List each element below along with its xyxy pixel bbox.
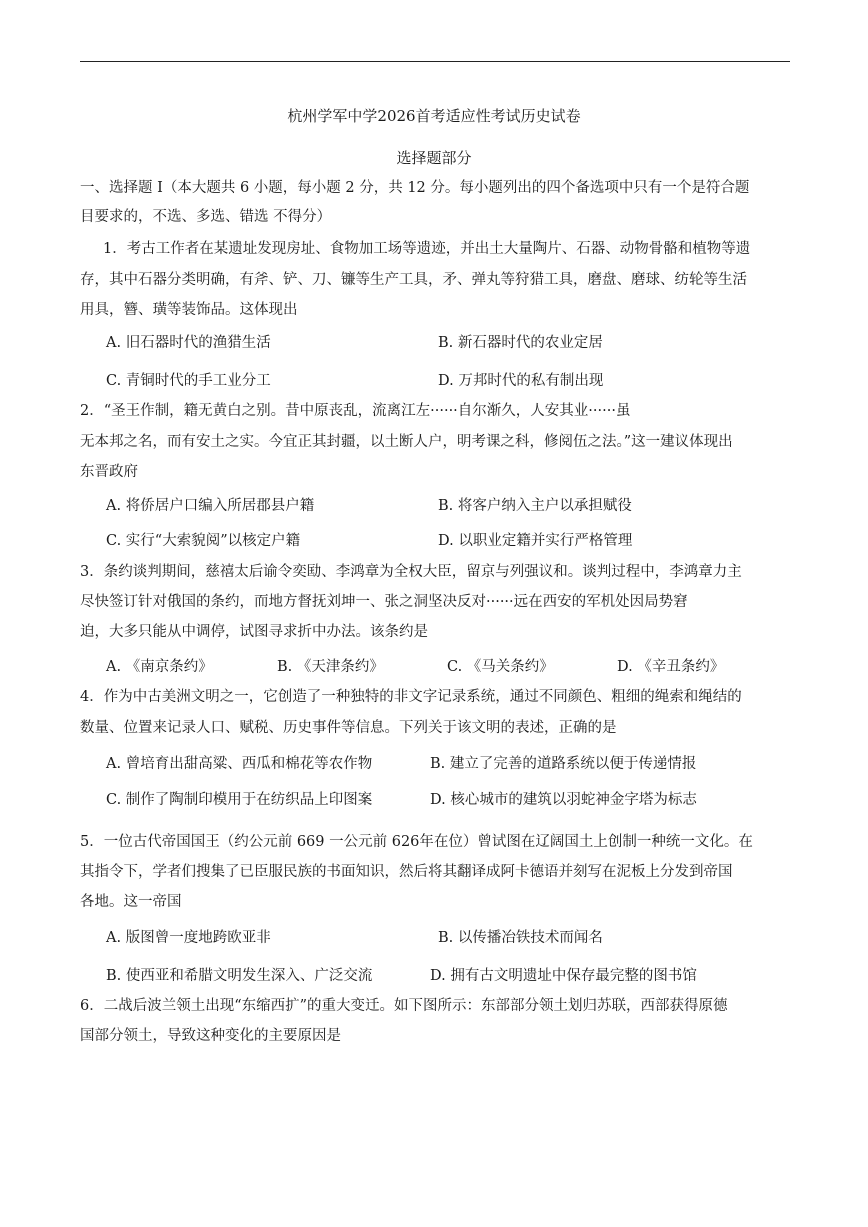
question-1-option-b: B. 新石器时代的农业定居	[438, 335, 603, 351]
question-1-stem-line-2: 存，其中石器分类明确，有斧、铲、刀、镰等生产工具，矛、弹丸等狩猎工具，磨盘、磨球、纺轮等生活	[80, 272, 747, 288]
question-6-stem-line-1: 6．二战后波兰领土出现“东缩西扩”的重大变迁。如下图所示：东部部分领土划归苏联，西部获得原德	[80, 998, 728, 1014]
part-heading: 选择题部分	[396, 149, 472, 167]
question-5-stem-line-2: 其指令下，学者们搜集了已臣服民族的书面知识，然后将其翻译成阿卡德语并刻写在泥板上分发到帝国	[80, 864, 733, 880]
question-2-stem-line-1: 2．“圣王作制，籍无黄白之别。昔中原丧乱，流离江左······自尔渐久，人安其业······虽	[80, 403, 631, 419]
question-5-option-c: B. 使西亚和希腊文明发生深入、广泛交流	[106, 968, 373, 984]
question-4-option-b: B. 建立了完善的道路系统以便于传递情报	[430, 756, 697, 772]
question-2-option-b: B. 将客户纳入主户以承担赋役	[438, 498, 632, 514]
question-6-stem-line-2: 国部分领土，导致这种变化的主要原因是	[80, 1028, 341, 1044]
question-4-option-d: D. 核心城市的建筑以羽蛇神金字塔为标志	[430, 792, 697, 808]
question-5-option-d: D. 拥有古文明遗址中保存最完整的图书馆	[430, 968, 697, 984]
question-1-stem-line-1: 1．考古工作者在某遗址发现房址、食物加工场等遗迹，并出土大量陶片、石器、动物骨骼和植物等遗	[103, 241, 751, 257]
question-3-option-d: D. 《辛丑条约》	[617, 659, 725, 675]
question-5-stem-line-1: 5．一位古代帝国国王（约公元前 669 一公元前 626年在位）曾试图在辽阔国土上创制一种统一文化。在	[80, 834, 753, 850]
question-4-option-a: A. 曾培育出甜高粱、西瓜和棉花等农作物	[106, 756, 373, 772]
exam-title: 杭州学军中学2026首考适应性考试历史试卷	[287, 107, 581, 125]
question-2-stem-line-3: 东晋政府	[80, 464, 138, 480]
question-3-option-b: B. 《天津条约》	[277, 659, 384, 675]
question-3-stem-line-3: 迫，大多只能从中调停，试图寻求折中办法。该条约是	[80, 624, 428, 640]
question-2-option-c: C. 实行“大索貌阅”以核定户籍	[106, 533, 301, 549]
section-instructions-line-2: 目要求的，不选、多选、错选 不得分）	[80, 209, 332, 225]
question-3-stem-line-2: 尽快签订针对俄国的条约，而地方督抚刘坤一、张之洞坚决反对······远在西安的军机处因局势窘	[80, 594, 688, 610]
question-5-option-a: A. 版图曾一度地跨欧亚非	[106, 930, 271, 946]
question-4-stem-line-1: 4．作为中古美洲文明之一，它创造了一种独特的非文字记录系统，通过不同颜色、粗细的绳索和绳结的	[80, 689, 742, 705]
question-1-option-c: C. 青铜时代的手工业分工	[106, 373, 271, 389]
question-5-option-b: B. 以传播冶铁技术而闻名	[438, 930, 603, 946]
question-3-stem-line-1: 3．条约谈判期间，慈禧太后谕令奕劻、李鸿章为全权大臣，留京与列强议和。谈判过程中，李鸿章力主	[80, 564, 742, 580]
question-1-stem-line-3: 用具，簪、璜等装饰品。这体现出	[80, 302, 298, 318]
question-3-option-c: C. 《马关条约》	[447, 659, 554, 675]
question-2-option-d: D. 以职业定籍并实行严格管理	[438, 533, 633, 549]
question-5-stem-line-3: 各地。这一帝国	[80, 894, 182, 910]
question-2-stem-line-2: 无本邦之名，而有安土之实。今宜正其封疆，以土断人户，明考课之科，修阅伍之法。”这一建议体现出	[80, 434, 733, 450]
question-3-option-a: A. 《南京条约》	[106, 659, 213, 675]
question-2-option-a: A. 将侨居户口编入所居郡县户籍	[106, 498, 315, 514]
question-1-option-a: A. 旧石器时代的渔猎生活	[106, 335, 271, 351]
question-4-option-c: C. 制作了陶制印模用于在纺织品上印图案	[106, 792, 373, 808]
section-instructions-line-1: 一、选择题 I（本大题共 6 小题，每小题 2 分，共 12 分。每小题列出的四个备选项中只有一个是符合题	[80, 180, 750, 196]
question-1-option-d: D. 万邦时代的私有制出现	[438, 373, 604, 389]
question-4-stem-line-2: 数量、位置来记录人口、赋税、历史事件等信息。下列关于该文明的表述，正确的是	[80, 720, 617, 736]
header-rule	[80, 61, 790, 62]
